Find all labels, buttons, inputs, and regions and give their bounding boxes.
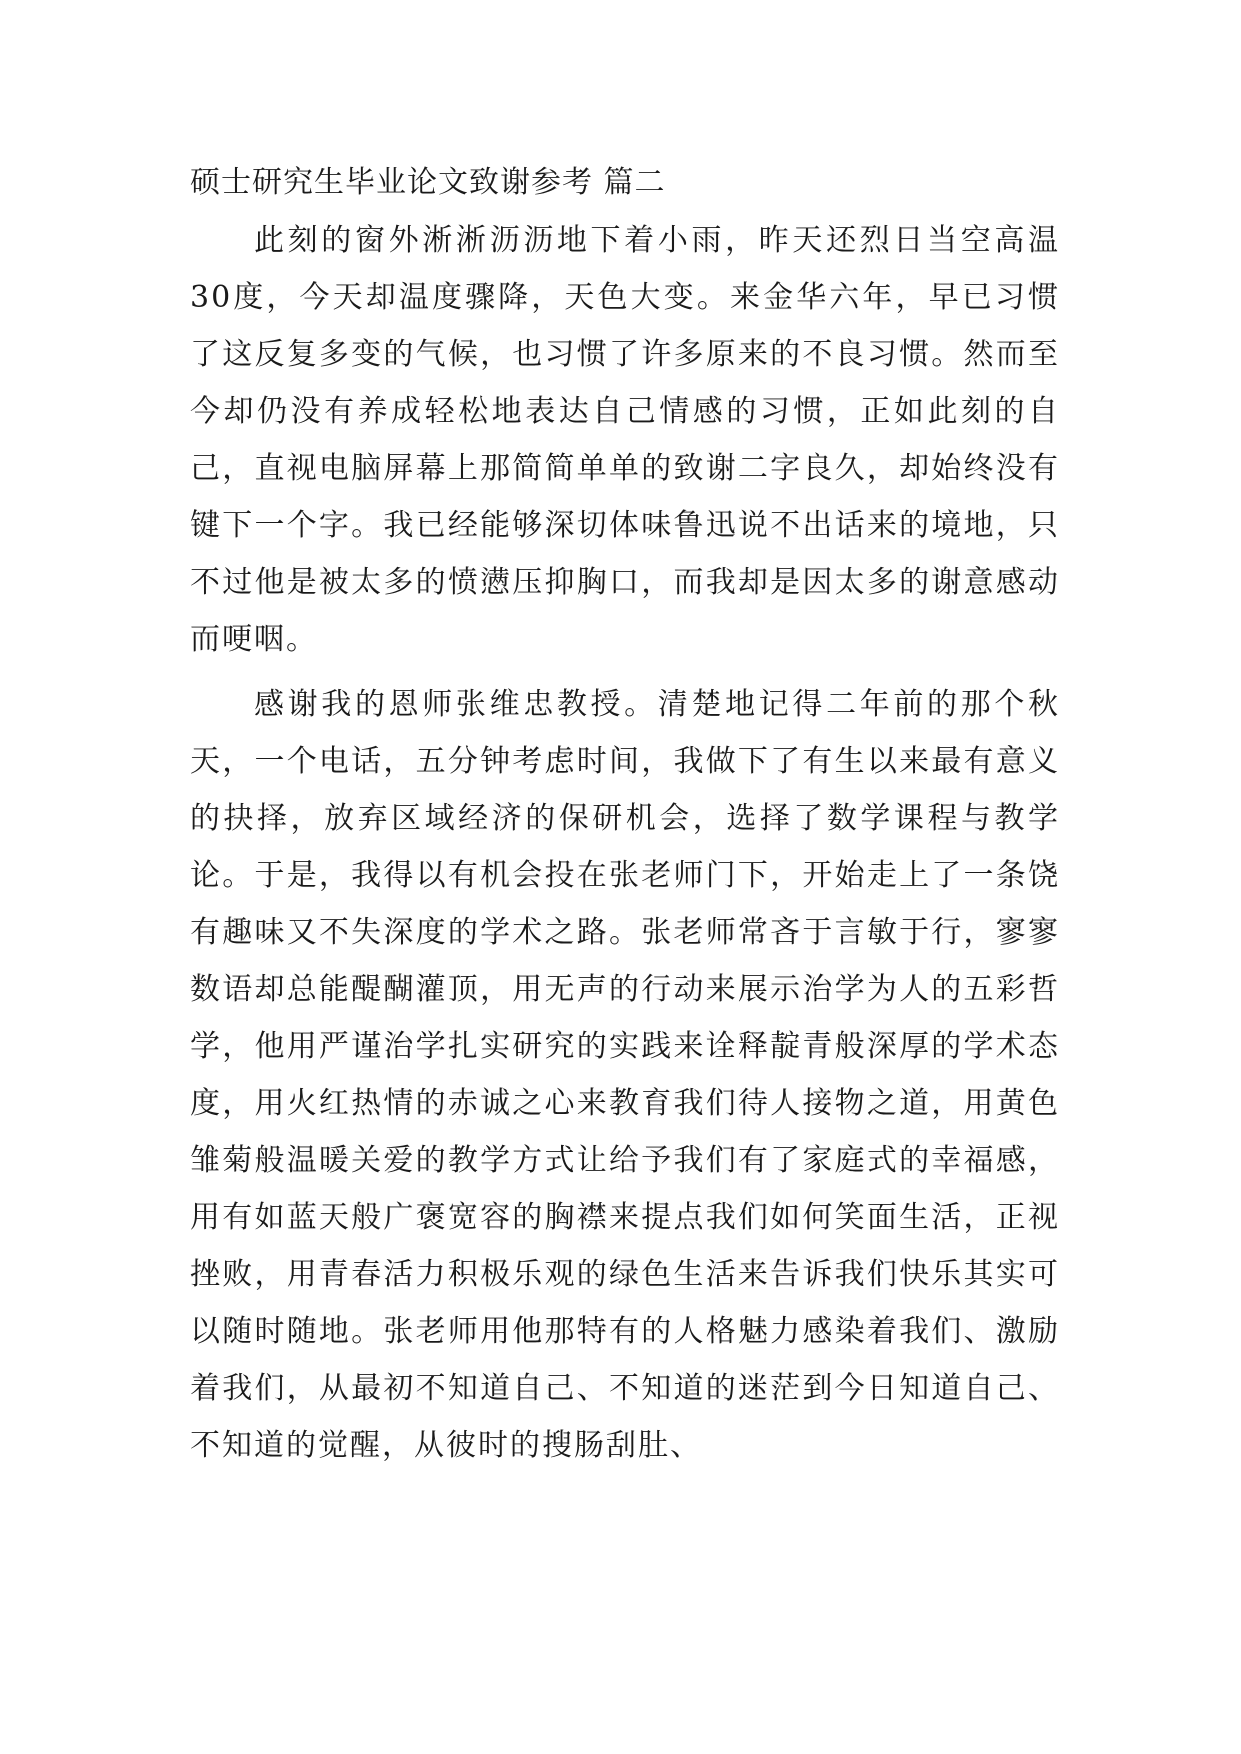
paragraph-advisor-thanks: 感谢我的恩师张维忠教授。清楚地记得二年前的那个秋天，一个电话，五分钟考虑时间，我做下了有生以来最有意义的抉择，放弃区域经济的保研机会，选择了数学课程与教学论。于是，我得以有机会投在张老师门下，开始走上了一条饶有趣味又不失深度的学术之路。张老师常吝于言敏于行，寥寥数语却总能醍醐灌顶，用无声的行动来展示治学为人的五彩哲学，他用严谨治学扎实研究的实践来诠释靛青般深厚的学术态度，用火红热情的赤诚之心来教育我们待人接物之道，用黄色雏菊般温暖关爱的教学方式让给予我们有了家庭式的幸福感，用有如蓝天般广褒宽容的胸襟来提点我们如何笑面生活，正视挫败，用青春活力积极乐观的绿色生活来告诉我们快乐其实可以随时随地。张老师用他那特有的人格魅力感染着我们、激励着我们，从最初不知道自己、不知道的迷茫到今日知道自己、不知道的觉醒，从彼时的搜肠刮肚、: [190, 687, 1060, 1463]
paragraph-weather: 此刻的窗外淅淅沥沥地下着小雨，昨天还烈日当空高温30度，今天却温度骤降，天色大变。来金华六年，早已习惯了这反复多变的气候，也习惯了许多原来的不良习惯。然而至今却仍没有养成轻松地表达自己情感的习惯，正如此刻的自己，直视电脑屏幕上那简简单单的致谢二字良久，却始终没有键下一个字。我已经能够深切体味鲁迅说不出话来的境地，只不过他是被太多的愤懑压抑胸口，而我却是因太多的谢意感动而哽咽。: [190, 223, 1060, 657]
document-body: [190, 154, 1060, 1474]
document-title: 硕士研究生毕业论文致谢参考 篇二: [190, 165, 666, 200]
